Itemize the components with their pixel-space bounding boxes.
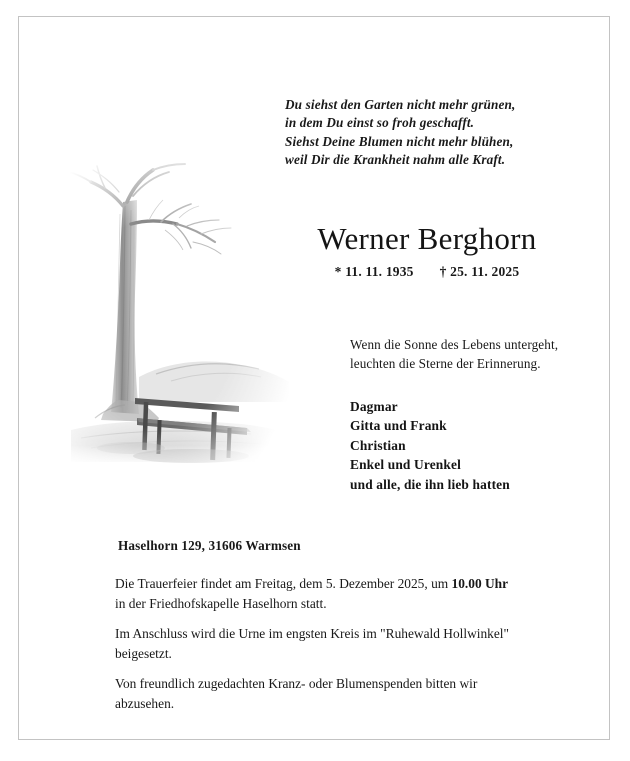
family-name-line: Gitta und Frank [350, 418, 447, 434]
address-line: Haselhorn 129, 31606 Warmsen [118, 538, 301, 553]
birth-date [335, 264, 414, 279]
tree-and-bench-illustration [61, 162, 291, 472]
death-date-value: 25. 11. 2025 [450, 264, 520, 279]
cross-icon: † [439, 264, 447, 279]
ceremony-paragraph [115, 574, 555, 613]
family-name-line: Dagmar [350, 399, 398, 414]
urn-line-1: Im Anschluss wird die Urne im engsten Kreis im "Ruhewald Hollwinkel" [115, 626, 509, 642]
poem-line: in dem Du einst so froh geschafft. [285, 115, 475, 131]
life-dates [267, 264, 587, 280]
family-names [350, 397, 610, 494]
poem-line: Siehst Deine Blumen nicht mehr blühen, [285, 133, 514, 149]
poem-line: Du siehst den Garten nicht mehr grünen, [285, 97, 516, 112]
ceremony-time: 10.00 Uhr [451, 576, 509, 591]
ceremony-text-after: in der Friedhofskapelle Haselhorn statt. [115, 595, 327, 611]
family-name-line: und alle, die ihn lieb hatten [350, 476, 510, 492]
birth-date-value: 11. 11. 1935 [345, 264, 414, 279]
funeral-details [115, 574, 555, 714]
memorial-verse [350, 336, 610, 373]
urn-line-2: beigesetzt. [115, 645, 172, 661]
death-date [440, 264, 520, 279]
flowers-line-1: Von freundlich zugedachten Kranz- oder Blumenspenden bitten wir [115, 676, 478, 692]
flowers-line-2: abzusehen. [115, 695, 175, 711]
urn-paragraph [115, 624, 555, 663]
poem-line: weil Dir die Krankheit nahm alle Kraft. [285, 152, 506, 168]
flowers-paragraph [115, 674, 555, 713]
verse-line: Wenn die Sonne des Lebens untergeht, [350, 337, 559, 352]
deceased-name: Werner Berghorn [317, 221, 537, 256]
family-name-line: Christian [350, 437, 406, 453]
birth-symbol-icon: * [334, 264, 342, 279]
verse-line: leuchten die Sterne der Erinnerung. [350, 355, 541, 371]
obituary-card [18, 16, 610, 740]
poem-verse [285, 96, 585, 170]
family-name-line: Enkel und Urenkel [350, 457, 461, 473]
ceremony-text-before: Die Trauerfeier findet am Freitag, dem 5. Dezember 2025, um [115, 576, 452, 591]
